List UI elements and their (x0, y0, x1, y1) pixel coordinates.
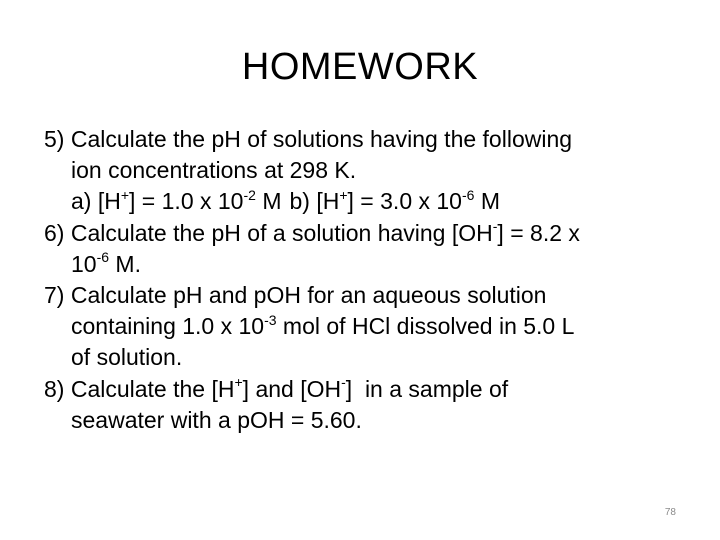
page-number: 78 (664, 507, 676, 518)
problem-5-line-2: ion concentrations at 298 K. (71, 157, 357, 184)
problem-8-part-b: ] and [OH (242, 375, 342, 402)
homework-problems (44, 124, 694, 436)
problem-8-charge-h: + (234, 373, 243, 390)
problem-5-line-1: 5) Calculate the pH of solutions having the following (44, 126, 573, 152)
problem-5a-mid: ] = 1.0 x 10 (129, 188, 244, 215)
problem-8-line-2: seawater with a pOH = 5.60. (71, 406, 362, 433)
problem-5-parts (44, 186, 694, 217)
problem-5a-prefix: a) [H (71, 188, 121, 215)
problem-5a-unit: M (255, 188, 282, 215)
problem-6-suffix: ] = 8.2 x (497, 219, 580, 246)
problem-5b-unit: M (474, 188, 500, 215)
problem-7-line-3: of solution. (71, 344, 183, 371)
problem-7-suffix: mol of HCl dissolved in 5.0 L (276, 313, 575, 340)
slide-title: HOMEWORK (241, 46, 479, 88)
problem-5b-exponent: -6 (461, 186, 475, 203)
problem-5a-exponent: -2 (243, 186, 256, 203)
problem-8-part-c: ] in a sample of (345, 375, 509, 402)
problem-7-line-1: 7) Calculate pH and pOH for an aqueous solution (44, 282, 547, 309)
problem-6-unit: M. (109, 250, 141, 277)
problem-6-line-1 (44, 218, 694, 249)
problem-8-part-a: 8) Calculate the [H (44, 375, 235, 402)
problem-6-base: 10 (71, 250, 97, 277)
problem-6-exponent: -6 (96, 249, 110, 266)
problem-5b-charge: + (339, 186, 348, 203)
problem-6-charge: - (492, 217, 498, 234)
problem-6-line-2 (44, 249, 694, 280)
problem-8-line-1 (44, 374, 694, 405)
problem-5a-charge: + (120, 186, 130, 203)
problem-6-prefix: 6) Calculate the pH of a solution having [OH (44, 219, 493, 246)
problem-7-exponent: -3 (264, 311, 277, 328)
problem-7-line-2 (44, 311, 694, 342)
problem-8-charge-oh: - (341, 373, 346, 390)
problem-5b-prefix: b) [H (289, 188, 340, 215)
problem-5b-mid: ] = 3.0 x 10 (347, 188, 462, 215)
problem-7-prefix: containing 1.0 x 10 (71, 313, 265, 340)
